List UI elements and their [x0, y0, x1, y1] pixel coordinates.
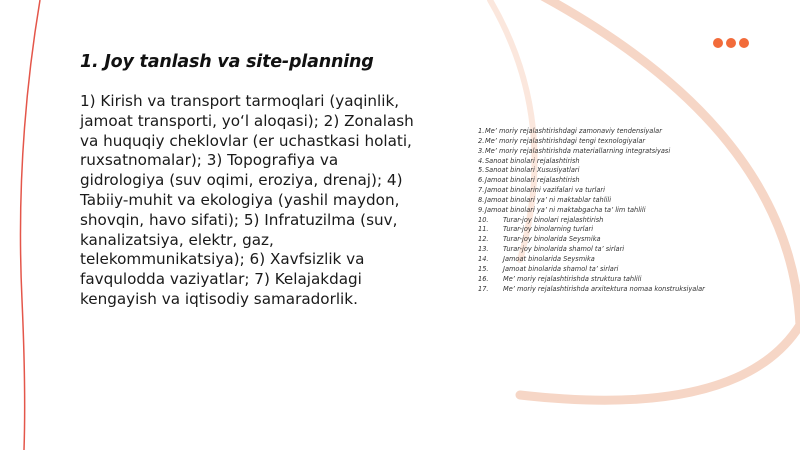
- topic-text: Turar-joy binolarida Seysmika: [503, 235, 601, 244]
- topic-text: Jamoat binolarini vazifalari va turlari: [485, 186, 605, 195]
- topic-number: 16.: [478, 274, 489, 283]
- topic-item: [478, 265, 778, 275]
- topic-number: 11.: [478, 225, 489, 234]
- topic-number: 2.: [478, 136, 485, 145]
- topic-number: 15.: [478, 264, 489, 273]
- topic-text: Jamoat binolari ya’ ni maktabgacha ta’ lim tahlili: [485, 205, 646, 214]
- topic-item: [478, 216, 778, 226]
- topic-text: Me’ moriy rejalashtirishdagi zamonaviy tendensiyalar: [485, 127, 662, 135]
- topic-text: Jamoat binolari rejalashtirish: [485, 176, 580, 185]
- topic-number: 4.: [478, 156, 485, 165]
- topic-number: 1.: [478, 127, 485, 135]
- topic-number: 12.: [478, 235, 489, 244]
- topic-text: Turar-joy binolari rejalashtirish: [503, 215, 604, 224]
- topic-text: Turar-joy binolarning turlari: [503, 225, 594, 234]
- topic-item: [478, 196, 778, 206]
- topic-number: 7.: [478, 186, 485, 195]
- topic-item: [478, 206, 778, 216]
- left-accent-line: [20, 0, 40, 450]
- topics-list: [478, 127, 778, 294]
- slide-body-text: 1) Kirish va transport tarmoqlari (yaqinlik, jamoat transporti, yo‘l aloqasi); 2) Zonalash va huquqiy cheklovlar (er uchastkasi holati, ruxsatnomalar); 3) Topografiya va gidrologiya (suv oqimi, eroziya, drenaj); 4) Tabiiy-muhit va ekologiya (yashil maydon, shovqin, havo sifati); 5) Infratuzilma (suv, kanalizatsiya, elektr, gaz, telekommunikatsiya); 6) Xavfsizlik va favqulodda vaziyatlar; 7) Kelajakdagi kengayish va iqtisodiy samaradorlik.: [80, 92, 414, 308]
- topic-text: Me’ moriy rejalashtirishda arxitektura nomaa konstruksiyalar: [503, 284, 705, 293]
- topic-number: 5.: [478, 166, 485, 175]
- topic-number: 17.: [478, 284, 489, 293]
- topic-text: Jamoat binolarida shamol ta’ sirlari: [503, 264, 619, 273]
- topic-text: Me’ moriy rejalashtirishda materiallarning integratsiyasi: [485, 146, 671, 155]
- topic-item: [478, 127, 778, 137]
- topic-item: [478, 225, 778, 235]
- topic-item: [478, 186, 778, 196]
- topic-number: 9.: [478, 205, 485, 214]
- topic-number: 13.: [478, 245, 489, 254]
- topic-text: Turar-joy binolarida shamol ta’ sirlari: [503, 245, 625, 254]
- topic-number: 6.: [478, 176, 485, 185]
- slide-title: 1. Joy tanlash va site-planning: [80, 52, 374, 72]
- topic-item: [478, 255, 778, 265]
- dot-2: [726, 38, 736, 48]
- topic-item: [478, 245, 778, 255]
- topic-item: [478, 157, 778, 167]
- topic-item: [478, 176, 778, 186]
- topic-number: 14.: [478, 254, 489, 263]
- topic-item: [478, 235, 778, 245]
- topic-text: Sanoat binolari Xususiyatlari: [485, 166, 580, 175]
- topic-number: 3.: [478, 146, 485, 155]
- topic-text: Jamoat binolari ya’ ni maktablar tahlili: [485, 195, 612, 204]
- topic-item: [478, 166, 778, 176]
- topic-text: Me’ moriy rejalashtirishda struktura tahlili: [503, 274, 642, 283]
- topic-item: [478, 285, 778, 295]
- topic-item: [478, 275, 778, 285]
- topic-number: 10.: [478, 215, 489, 224]
- topic-number: 8.: [478, 195, 485, 204]
- dot-1: [713, 38, 723, 48]
- topic-item: [478, 147, 778, 157]
- decorative-dots: [713, 38, 749, 48]
- topic-text: Me’ moriy rejalashtirishdagi tengi texnologiyalar: [485, 136, 646, 145]
- topic-item: [478, 137, 778, 147]
- topic-text: Sanoat binolari rejalashtirish: [485, 156, 580, 165]
- topic-text: Jamoat binolarida Seysmika: [503, 254, 595, 263]
- dot-3: [739, 38, 749, 48]
